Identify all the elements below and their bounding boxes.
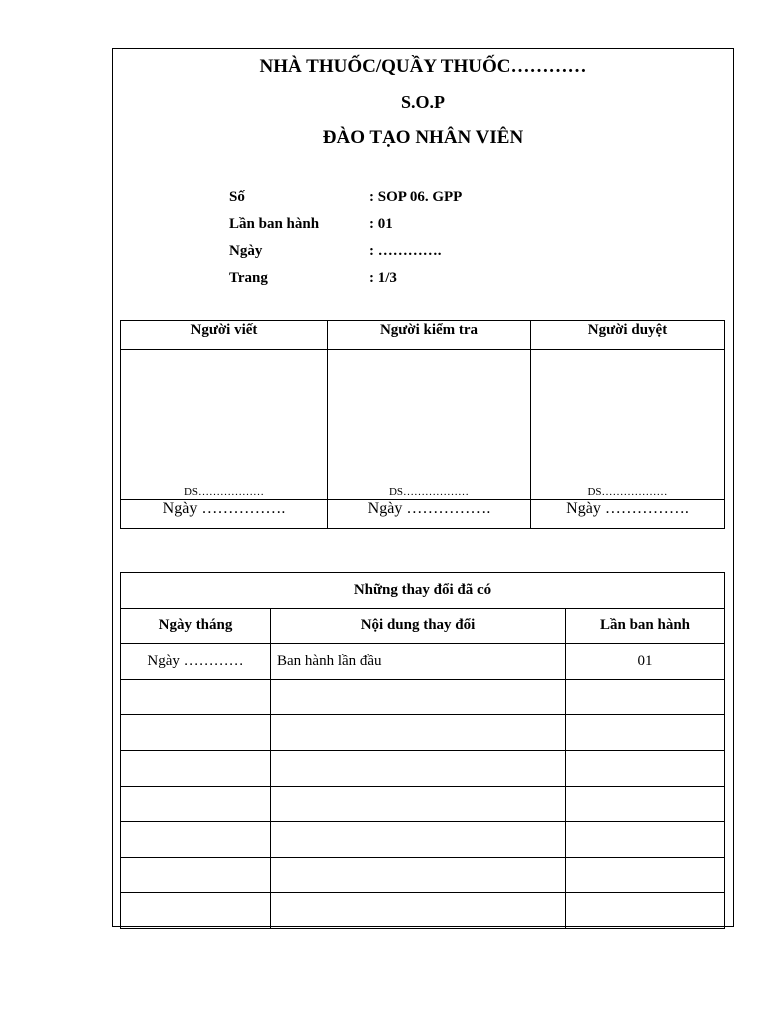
info-label: Ngày [229, 243, 263, 259]
cell-issue [566, 893, 725, 929]
cell-date [121, 822, 271, 858]
table-row [121, 750, 725, 786]
cell-date [121, 750, 271, 786]
sig-date-writer: Ngày ……………. [121, 500, 328, 529]
info-label: Trang [229, 270, 268, 286]
table-row [121, 679, 725, 715]
cell-content: Ban hành lần đầu [271, 644, 566, 680]
cell-content [271, 715, 566, 751]
signature-table [120, 320, 725, 529]
signature-box-checker [328, 350, 531, 500]
cell-content [271, 750, 566, 786]
sig-header-checker: Người kiểm tra [328, 321, 531, 350]
cell-issue [566, 857, 725, 893]
changes-header-row [121, 608, 725, 644]
ds-line: DS……………… [587, 486, 668, 498]
table-row [121, 786, 725, 822]
cell-issue: 01 [566, 644, 725, 680]
col-header-content: Nội dung thay đổi [271, 608, 566, 644]
table-row [121, 893, 725, 929]
sop-label: S.O.P [400, 92, 445, 112]
document-title: ĐÀO TẠO NHÂN VIÊN [322, 127, 524, 148]
ds-line: DS……………… [183, 486, 265, 498]
cell-content [271, 679, 566, 715]
info-value: : 01 [369, 216, 393, 232]
ds-line: DS……………… [388, 486, 470, 498]
cell-content [271, 857, 566, 893]
changes-title-row [121, 573, 725, 609]
cell-date [121, 786, 271, 822]
cell-date [121, 679, 271, 715]
info-label: Lần ban hành [229, 216, 320, 232]
sig-date-checker: Ngày ……………. [328, 500, 531, 529]
table-row [121, 644, 725, 680]
changes-title: Những thay đổi đã có [121, 573, 725, 609]
col-header-date: Ngày tháng [121, 608, 271, 644]
info-value: : 1/3 [369, 270, 397, 286]
table-row [121, 822, 725, 858]
cell-issue [566, 750, 725, 786]
signature-box-approver [531, 350, 725, 500]
sig-header-approver: Người duyệt [531, 321, 725, 350]
sig-header-writer: Người viết [121, 321, 328, 350]
cell-content [271, 893, 566, 929]
cell-content [271, 786, 566, 822]
cell-date [121, 893, 271, 929]
info-value: : SOP 06. GPP [369, 189, 463, 205]
col-header-issue: Lần ban hành [566, 608, 725, 644]
sig-date-approver: Ngày ……………. [531, 500, 725, 529]
cell-issue [566, 786, 725, 822]
signature-box-writer [121, 350, 328, 500]
pharmacy-title: NHÀ THUỐC/QUẦY THUỐC………… [259, 56, 587, 77]
table-row [121, 857, 725, 893]
cell-content [271, 822, 566, 858]
cell-issue [566, 715, 725, 751]
cell-date [121, 715, 271, 751]
changes-table [120, 572, 725, 929]
cell-issue [566, 822, 725, 858]
cell-date: Ngày ………… [121, 644, 271, 680]
info-value: : …………. [369, 243, 442, 259]
info-label: Số [229, 189, 245, 205]
table-row [121, 715, 725, 751]
cell-issue [566, 679, 725, 715]
cell-date [121, 857, 271, 893]
